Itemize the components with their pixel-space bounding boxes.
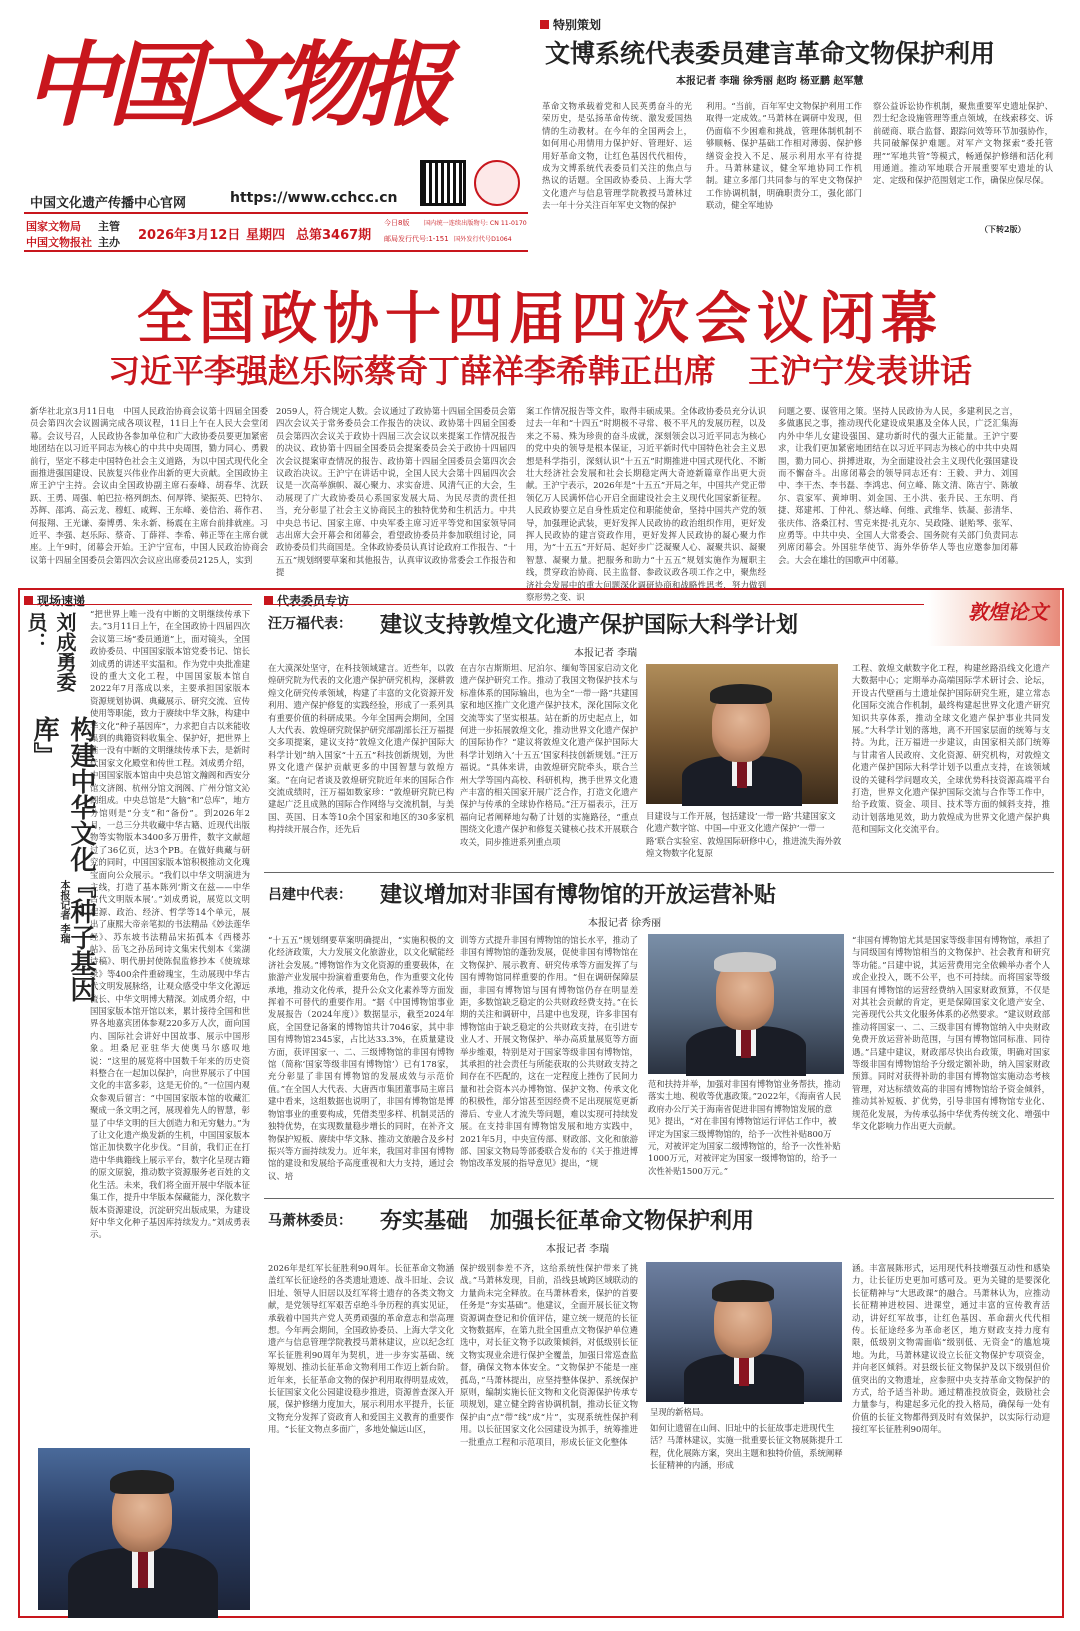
qr-code-icon[interactable] <box>420 160 466 206</box>
a3-rep: 马萧林委员： <box>268 1213 352 1229</box>
a2-col-1: “十五五”规划纲要草案明确提出，“实施积极的文化经济政策，大力发展文化旅游业，以文化赋能经济社会发展。”博物馆作为文化资源的重要载体，在旅游产业发展中扮演着重要角色，作为重要文化传承地，推动文化传承，提升公众文化素养等方面发挥着不可替代的重要作用。“据《中国博物馆事业发展报告（2024年度）》数据显示，截至2024年底，全国登记备案的博物馆共计7046家，其中非国有博物馆2345家，占比达33.3%，在质量建设方面，获评国家一、二、三级博物馆的非国有博物馆（简称‘国家等级非国有博物馆’）已有178家，充分彰显了非国有博物馆的发展成效与示范价值。”在全国人大代表、大唐西市集团董事局主席吕建中看来，这组数据也说明了，非国有博物馆是博物馆事业的重要构成，凭借类型多样、机制灵活的独特优势，在实现数量稳步增长的同时，在补齐文物保护短板、赓续中华文脉、推动文旅融合及乡村振兴等方面持续发力。近年来，我国对非国有博物馆的建设和发展给予高度重视和大力支持，通过会议、培 <box>268 935 454 1181</box>
wang-wanfu-photo <box>646 664 838 804</box>
a2-rep: 吕建中代表： <box>268 887 352 903</box>
page-count: 今日8版 <box>384 219 410 227</box>
masthead-slogan: 中国文化遗产传播中心官网 <box>30 196 187 211</box>
a3-caption-top: 呈现的新格局。 <box>650 1407 709 1417</box>
publisher-1: 国家文物局 <box>26 220 81 233</box>
masthead-logo <box>24 30 445 140</box>
a1-col-1: 在大漠深处坚守，在科技领域建言。近些年，以敦煌研究院为代表的文化遗产保护研究机构，深耕敦煌文化研究传承领域，构建了丰富的文化资源开发利用、遗产保护修复的实践经验，形成了一系列具有重要价值的科研成果。今年全国两会期间，全国人大代表、敦煌研究院保护研究部副部长汪万福提交多项提案，建议支持“敦煌文化遗产保护国际大科学计划”纳入国家“十五五”科技创新规划，为世界文化遗产保护贡献更多的中国智慧与敦煌方案。“在向记者谈及敦煌研究院近年来的国际合作交流成绩时，汪万福如数家珍：“敦煌研究院已构建起广泛且成熟的国际合作网络与交流机制，与美国、英国、日本等10余个国家和地区的30多家机构持续开展合作，还先后 <box>268 663 454 835</box>
special-col-1: 革命文物承载着党和人民英勇奋斗的光荣历史，是弘扬革命传统、激发爱国热情的生动教材。在今年的全国两会上，如何用心用情用力保护好、管理好、运用好革命文物，让红色基因代代相传，成为文博系统代表委员们关注的焦点与热议的话题。全国政协委员、上海大学文化遗产与信息管理学院教授马萧林过去一年十分关注百年军史文物的保护 <box>542 101 692 211</box>
lv-jianzhong-photo <box>648 934 844 1074</box>
a2-title: 建议增加对非国有博物馆的开放运营补贴 <box>380 882 777 908</box>
issue-info-bar <box>24 212 528 252</box>
ma-xiaolin-photo <box>646 1262 842 1402</box>
special-col-3: 察公益诉讼协作机制，聚焦重要军史遗址保护、烈士纪念设施管理等重点领域，在线索移交、诉前磋商、联合监督、跟踪问效等环节加强协作，共同破解保护难题。对军产文物探索“委托管理”“军地共管”等模式，畅通保护修缮和活化利用通道。推动军地联合开展重要军史遗址的认定、定级和保护范围划定工作，确保应保尽保。 <box>873 101 1053 186</box>
foreign-code: 国外发行代号D1064 <box>454 236 512 243</box>
special-col-2: 利用。“当前，百年军史文物保护利用工作取得一定成效。”马萧林在调研中发现，但仍面临不少困难和挑战，管理体制机制不够顺畅、保护基础工作相对薄弱、保护修缮资金投入不足、展示利用水平有待提升。马萧林建议，健全军地协同工作机制。建立多部门共同参与的军史文物保护工作协调机制，明确职责分工，强化部门联动，健全军地协 <box>706 101 862 211</box>
masthead-url[interactable]: https://www.cchcc.cn <box>230 190 398 206</box>
special-byline: 本报记者 李瑞 徐秀丽 赵昀 杨亚鹏 赵军慧 <box>676 76 864 87</box>
role-2: 主办 <box>98 236 120 249</box>
special-tag: 特别策划 <box>540 14 601 33</box>
issue-number: 总第3467期 <box>296 228 372 243</box>
issue-weekday: 星期四 <box>246 228 286 243</box>
a1-col-3: 工程、敦煌文献数字化工程，构建丝路沿线文化遗产大数据中心；定期举办高端国际学术研讨会、论坛，开设古代壁画与土遗址保护国际研究生班，建立常态化国际交流合作机制，最终构建起世界文化遗产研究知识共享体系，推动全球文化遗产保护事业共同发展。”大科学计划的落地，离不开国家层面的统筹与支持。为此，汪万福进一步建议，由国家相关部门统筹与甘肃省人民政府、文化资源、研究机构，对敦煌文化遗产保护国际大科学计划予以重点支持，在该领域设的关键科学问题攻关，全球优势科技资源高端平台打造，世界文化遗产保护国际交流与合作等工作中，给予政策、资金、项目、技术等方面的倾斜支持，推动计划落地见效，助力敦煌成为世界文化遗产保护典范和国际文化交流平台。 <box>852 663 1050 835</box>
a1-byline: 本报记者 李瑞 <box>574 648 638 659</box>
main-headline: 全国政协十四届四次会议闭幕 <box>137 287 943 352</box>
rep-tag: 代表委员专访 <box>264 590 349 609</box>
a3-title: 夯实基础 加强长征革命文物保护利用 <box>380 1208 755 1234</box>
a1-caption: 目建设与工作开展，包括建设‘一带一路’共建国家文化遗产数字馆、中国—中亚文化遗产保护‘一带一路’联合实验室、敦煌国际研修中心，推进流失海外敦煌文物数字化复原 <box>646 811 842 859</box>
newspaper-title: 中国文物报 <box>24 31 445 139</box>
cn-number: 国内统一连续出版物号: CN 11-0170 <box>424 220 527 227</box>
lead-col-3: 案工作情况报告等文件，取得丰硕成果。全体政协委员充分认识过去一年和“十四五”时期极不寻常、极不平凡的发展历程，以及来之不易、殊为珍贵的奋斗成就，深刻领会以习近平同志为核心的党中央的领导是根本保证，习近平新时代中国特色社会主义思想是科学指引，深刻认识“十五五”时期推进中国式现代化、不断壮大经济社会发展和社会长期稳定两大奇迹新篇章作出更大贡献。王沪宁表示，2026年是“十五五”开局之年，中国共产党正带领亿万人民满怀信心开启全面建设社会主义现代化国家新征程。人民政协要立足自身性质定位和职能使命，坚持中国共产党的领导，加强理论武装，更好发挥人民政协的政治组织作用，更好发挥人民政协的建言资政作用，更好发挥人民政协的凝心聚力作用，为“十五五”开好局、起好步广泛凝聚人心、凝聚共识、凝聚智慧、凝聚力量。把服务和助力“十五五”规划实施作为履职主线，贯穿政治协商、民主监督、参政议政各项工作之中，聚焦经济社会发展中的重大问题深化调研协商和战略性思考，努力做到察形势之变、识 <box>526 406 766 603</box>
a2-col-2: 训等方式提升非国有博物馆的馆长水平，推动了非国有博物馆的蓬勃发展，促使非国有博物馆在文物保护、展示教育、研究传承等方面发挥了与国有博物馆同样重要的作用。“但在调研保障层面，非国有博物馆与国有博物馆仍存在明显差距，多数馆缺乏稳定的公共财政经费支持。”在长期的关注和调研中，吕建中也发现，许多非国有博物馆由于缺乏稳定的公共财政支持，在引进专业人才、开展文物保护、举办高质量展览等方面举步维艰，特别是对于国家等级非国有博物馆，其承担的社会责任与所能获取的公共财政支持之间存在不匹配的，这在一定程度上挫伤了民间力量和社会资本兴办博物馆、保护文物、传承文化的积极性，部分馆甚至因经费不足出现展览更新滞后、专业人才流失等问题，难以实现可持续发展。在支持非国有博物馆发展和地方实践中，2021年5月，中央宣传部、财政部、文化和旅游部、国家文物局等部委联合发布的《关于推进博物馆改革发展的指导意见》提出，“规 <box>460 935 638 1169</box>
a2-col-3: “非国有博物馆尤其是国家等级非国有博物馆，承担了与同级国有博物馆相当的文物保护、社会教育和研究等功能。”吕建中说，其运营费用完全依赖举办者个人或企业投入，既不公平，也不可持续。而将国家等级非国有博物馆的运营经费纳入国家财政预算，不仅是对其社会贡献的肯定，更是保障国家文化遗产安全、完善现代公共文化服务体系的必然要求。“建议财政部推动将国家一、二、三级非国有博物馆纳入中央财政免费开放运营补助范围，与国有博物馆同标准、同待遇。”吕建中建议，财政部尽快出台政策，明确对国家等级非国有博物馆给予分级定额补助，纳入国家财政预算。同时对获得补助的非国有博物馆实施动态考核管理，对达标绩效高的非国有博物馆给予资金倾斜，推动其补短板、扩优势，引导非国有博物馆专业化、规范化发展，为传承弘扬中华优秀传统文化、增强中华文化影响力作出更大贡献。 <box>852 935 1050 1132</box>
a3-col-3: 涵。丰富展陈形式，运用现代科技增强互动性和感染力，让长征历史更加可感可及。更为关键的是要深化长征精神与“大思政课”的融合。马萧林认为，应推动长征精神进校园、进课堂，通过丰富的宣传教育活动，讲好红军故事，让红色基因、革命薪火代代相传。长征途经多为革命老区，地方财政支持力度有限，低级别文物需面临“级别低、无资金”的尴尬境地。为此，马萧林建议设立长征文物保护专项资金，并向老区倾斜。对县级长征文物保护及以下级别但价值突出的文物遗址，应参照中央支持革命文物保护的方式，给予适当补助。通过精准投放资金，鼓励社会力量参与，构建起多元化的投入格局，确保每一处有价值的长征文物都得到及时有效保护，以实际行动迎接红军长征胜利90周年。 <box>852 1263 1050 1435</box>
liu-chengyong-photo <box>38 1448 250 1610</box>
a1-col-2: 在吉尔吉斯斯坦、尼泊尔、缅甸等国家启动文化遗产保护研究工作。推动了我国文物保护技术与标准体系的国际输出，也为全“一带一路”共建国家和地区推广文化遗产保护技术，深化国际文化交流等实了坚实根基。站在新的历史起点上，如何进一步拓展敦煌文化，推动世界文化遗产保护的国际协作？“建议将敦煌文化遗产保护国际大科学计划纳入‘十五五’国家科技创新规划。”汪万福说。“具体来讲，由敦煌研究院牵头，联合兰州大学等国内高校、科研机构，携手世界文化遗产丰富的相关国家开展广泛合作，打造文化遗产保护与传承的全球协作格局。”汪万福表示，汪万福向记者阐释地勾勒了计划的实施路径，“重点围绕文化遗产保护和修复关键核心技术开展联合攻关，同步推进系列重点项 <box>460 663 638 847</box>
a3-byline: 本报记者 李瑞 <box>546 1244 610 1255</box>
a1-title: 建议支持敦煌文化遗产保护国际大科学计划 <box>380 612 799 638</box>
a3-caption: 如何让遗留在山间、旧址中的长征故事走进现代生活？马萧林建议，实施一批重要长征文物展陈提升工程，优化展陈方案，突出主题和独特价值，系统阐释长征精神的内涵，形成 <box>650 1423 843 1471</box>
lead-col-2: 2059人，符合规定人数。会议通过了政协第十四届全国委员会第四次会议关于常务委员会工作报告的决议、政协第十四届全国委员会第四次会议关于政协十四届三次会议以来提案工作情况报告的决议、政协第十四届全国委员会提案委员会关于政协十四届四次会议提案审查情况的报告、政协第十四届全国委员会第四次会议政治决议。王沪宁在讲话中说，全国人民大会第十四届四次会议是一次高举旗帜、凝心聚力、求实奋进、风清气正的大会，生动展现了广大政协委员心系国家发展大局、为民尽责的责任担当，充分彰显了社会主义协商民主的独特优势和生机活力。中共中央总书记、国家主席、中央军委主席习近平等党和国家领导同志出席大会开幕会和闭幕会，看望政协委员并参加联组讨论，同政协委员们共商国是。全体政协委员认真讨论政府工作报告、“十五五”规划纲要草案和其他报告，认真审议政协常委会工作报告和提 <box>276 406 516 578</box>
role-1: 主管 <box>98 220 120 233</box>
special-continued: （下转2版） <box>980 224 1026 234</box>
lead-col-1: 新华社北京3月11日电 中国人民政治协商会议第十四届全国委员会第四次会议圆满完成各项议程，11日上午在人民大会堂闭幕。会议号召，人民政协各参加单位和广大政协委员要更加紧密地团结在以习近平同志为核心的中共中央周围，勠力同心、勇毅前行，坚定不移走中国特色社会主义道路，为以中国式现代化全面推进强国建设、民族复兴伟业作出新的更大贡献。全国政协主席王沪宁主持。会议由全国政协副主席石泰峰、胡春华、沈跃跃、王勇、周强、帕巴拉·格列朗杰、何厚铧、梁振英、巴特尔、苏辉、邵鸿、高云龙、穆虹、咸辉、王东峰、姜信治、蒋作君、何报翔、王光谦、秦博勇、朱永新、杨震在主席台前排就座。习近平、李强、赵乐际、蔡奇、丁薛祥、李希、韩正等在主席台就座。上午9时，闭幕会开始。王沪宁宣布，中国人民政治协商会议第十四届全国委员会第四次会议应出席委员2125人，实到 <box>30 406 268 565</box>
scene-tag: 现场速递 <box>24 590 85 609</box>
scene-title: 构建中华文化『种子基因库』 <box>29 716 96 1002</box>
scene-byline: 本报记者 李瑞 <box>58 880 69 944</box>
lead-col-4: 问题之要、谋管用之策。坚持人民政协为人民，多建利民之言，多做惠民之事，推动现代化建设成果惠及全体人民，广泛汇集海内外中华儿女建设强国、建功新时代的强大正能量。王沪宁要求，让我们更加紧密地团结在以习近平同志为核心的中共中央周围，勠力同心、拼搏进取，为全面建设社会主义现代化强国建设而不懈奋斗。出席闭幕会的领导同志还有：王毅、尹力、刘国中、李干杰、李书磊、李鸿忠、何立峰、陈文清、陈吉宁、陈敏尔、袁家军、黄坤明、刘金国、王小洪、张升民、王东明、肖捷、郑建邦、丁仲礼、蔡达峰、何维、武维华、铁凝、彭清华、张庆伟、洛桑江村、雪克来提·扎克尔、吴政隆、谌贻琴、张军、应勇等。中共中央、全国人大常委会、国务院有关部门负责同志列席闭幕会。外国驻华使节、海外华侨华人等也应邀参加闭幕会。大会在雄壮的国歌声中闭幕。 <box>778 406 1018 565</box>
publisher-2: 中国文物报社 <box>26 236 92 249</box>
scene-member: 刘成勇委员： <box>24 612 77 692</box>
scene-body: “把世界上唯一没有中断的文明继续传承下去。”3月11日上午，在全国政协十四届四次会议第三场“委员通道”上，面对镜头，全国政协委员、中国国家版本馆党委书记、馆长刘成勇的讲述平实温和。作为党中央批准建设的重大文化工程，中国国家版本馆自2022年7月落成以来，主要承担国家版本资源规划协调、典藏展示、研究交流、宣传使用等职能，致力于赓续中华文脉，构建中华文化“种子基因库”，力求把自古以来能收集到的典籍资料收集全、保护好，把世界上唯一没有中断的文明继续传承下去，是新时代国家文化殿堂和传世工程。刘成勇介绍，中国国家版本馆由中央总馆文瀚阁和西安分馆文济阁、杭州分馆文润阁、广州分馆文沁阁组成。中央总馆是“大脑”和“总库”，地方分馆则是“分支”和“备份”。到2026年2月，一总三分共收藏中华古籍、近现代出版物等实物版本3400多万册件，数字文献超过了36亿页，达3个PB。在做好典藏与研究的同时，中国国家版本馆积极推动文化瑰宝面向公众展示。“我们以中华文明演进为主线，打造了基本陈列‘斯文在兹——中华古代文明版本展’。”刘成勇说，展览以文明起源、政治、经济、哲学等14个单元，展出了康熙大帝亲笔拟的书法精品《妙法莲华经》、苏东坡书法精品宋拓孤本《西楼苏帖》、岳飞之孙岳珂诗文集宋代刻本《棠湖诗稿》、明代册封使陈侃监修抄本《使琉球录》等400余件重磅瑰宝，生动展现中华古代文明发展脉络，让观众感受中华文化源远流长、中华文明博大精深。刘成勇介绍，中国国家版本馆开馆以来，累计接待全国和世界各地嘉宾团体参观220多万人次，面向国内、国际社会讲好中国故事、展示中国形象。坦桑尼亚驻华大使奥马尔感叹地说：“这里的展览将中国数千年来的历史资料整合在一起加以保护，向世界展示了中国文化的丰富多彩，这是无价的。”一位国内观众参观后留言：“中国国家版本馆的收藏汇聚成一条文明之河，展现着先人的智慧，彰显了中华文明的巨大创造力和无穷魅力。”为了让文化遗产焕发新的生机，中国国家版本馆正加快数字化步伐。“目前，我们正在打造中华典籍线上展示平台，数字化呈现古籍的原文原貌，推动数字资源服务老百姓的文化生活。未来，我们将全面开展中华版本征集工作，提升中华版本保藏能力，深化数字版本资源建设，沉淀研究出版成果，为建设好中华文化种子基因库持续发力。”刘成勇表示。 <box>90 609 250 1240</box>
a3-col-2: 保护级别参差不齐，这给系统性保护带来了挑战。”马萧林发现，目前，沿线县域跨区域联动的力量尚未完全释放。在马萧林看来，保护的首要任务是“夯实基础”。他建议，全面开展长征文物资源调查登记和价值评估，建立统一规范的长征文物数据库，在第九批全国重点文物保护单位遴选中，对长征文物予以政策倾斜，对低级别长征文物实现业余进行保护全覆盖，加强日常巡查监督，确保文物本体安全。“文物保护不能是一座孤岛，”马萧林提出，应坚持整体保护、系统保护原则，编制实施长征文物和文化资源保护传承专项规划，建立健全跨省协调机制，推动长征文物保护由“点”带“线”成“片”，实现系统性保护利用。以长征国家文化公园建设为抓手，统筹推进一批重点工程和示范项目，形成长征文化整体 <box>460 1263 638 1447</box>
a3-col-1: 2026年是红军长征胜利90周年。长征革命文物涵盖红军长征途经的各类遗址遗迹、战斗旧址、会议旧址、领导人旧居以及红军将士遗存的各类文物文献，是党领导红军艰苦卓绝斗争历程的真实见证，承载着中国共产党人英勇顽强的革命意志和崇高理想。今年两会期间，全国政协委员、上海大学文化遗产与信息管理学院教授马萧林建议，应以纪念红军长征胜利90周年为契机，进一步夯实基础、统筹规划、推动长征革命文物利用工作迈上新台阶。近年来，长征革命文物的保护利用取得明显成效，长征国家文化公园建设稳步推进，资源普查深入开展，保护修缮力度加大，展示利用水平提升，长征文物充分发挥了资政育人和爱国主义教育的重要作用。“长征文物点多面广，多地处偏远山区， <box>268 1263 454 1435</box>
a2-byline: 本报记者 徐秀丽 <box>588 918 662 929</box>
a2-caption: 范和扶持并举，加强对非国有博物馆业务帮扶，推动落实土地、税收等优惠政策。”2022年，《海南省人民政府办公厅关于海南省促进非国有博物馆发展的意见》提出，“对在非国有博物馆运行评估工作中，被评定为国家三级博物馆的，给予一次性补贴800万元，对被评定为国家二级博物馆的，给予一次性补贴1000万元，对被评定为国家一级博物馆的，给予一次性补贴1500万元。” <box>648 1079 842 1176</box>
logo-seal-icon <box>474 160 520 206</box>
dunhuang-stamp: 敦煌论文 <box>928 590 1060 646</box>
sub-headline: 习近平李强赵乐际蔡奇丁薛祥李希韩正出席 王沪宁发表讲话 <box>107 352 972 390</box>
post-code: 邮局发行代号:1-151 <box>384 235 449 243</box>
special-title: 文博系统代表委员建言革命文物保护利用 <box>545 39 996 68</box>
issue-date: 2026年3月12日 <box>138 228 241 243</box>
a1-rep: 汪万福代表： <box>268 616 352 632</box>
